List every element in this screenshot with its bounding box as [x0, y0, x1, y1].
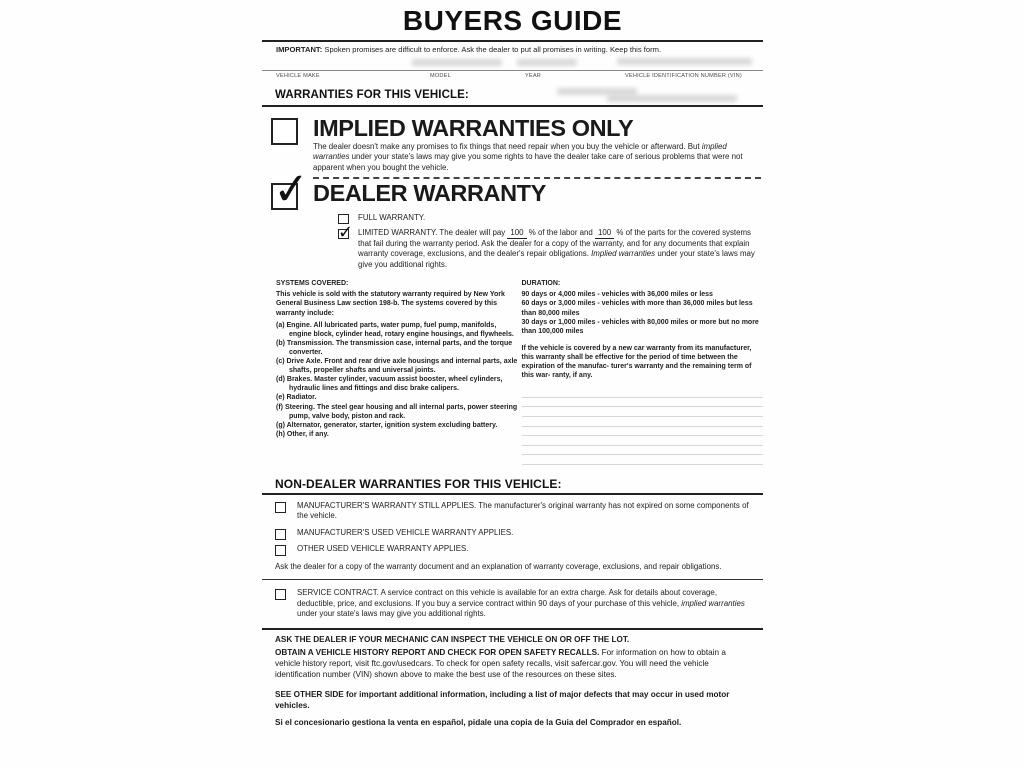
important-text: Spoken promises are difficult to enforce. Ask the dealer to put all promises in writing. Keep this form. — [322, 45, 662, 54]
limited-warranty-option — [313, 221, 763, 271]
labor-percent-field[interactable]: 100 — [507, 228, 526, 239]
other-used-warranty-label: OTHER USED VEHICLE WARRANTY APPLIES. — [297, 544, 469, 554]
checkmark-icon: ✓ — [338, 221, 354, 242]
service-contract-post: under your state's laws may give you additional rights. — [297, 608, 486, 618]
limited-warranty-description — [358, 228, 763, 271]
duration-heading: DURATION: — [521, 280, 561, 288]
manufacturers-used-warranty-label: MANUFACTURER'S USED VEHICLE WARRANTY APPLIES. — [297, 527, 514, 537]
inspect-vehicle-line: ASK THE DEALER IF YOUR MECHANIC CAN INSPECT THE VEHICLE ON OR OFF THE LOT. — [275, 635, 630, 645]
manufacturers-used-warranty-option — [262, 528, 763, 538]
important-notice — [262, 42, 763, 56]
vehicle-model-label: MODEL — [430, 73, 451, 79]
vehicle-make-value-redacted[interactable] — [412, 59, 502, 66]
vehicle-make-label: VEHICLE MAKE — [276, 73, 320, 79]
service-contract-label: SERVICE CONTRACT. — [297, 588, 379, 598]
vehicle-year-label: YEAR — [525, 73, 542, 79]
implied-desc-pre: The dealer doesn't make any promises to fix things that need repair when you buy the vehicle or afterward. But — [313, 141, 702, 151]
manufacturers-used-warranty-checkbox[interactable] — [275, 529, 286, 540]
divider — [262, 105, 763, 107]
vin-value-redacted[interactable] — [617, 58, 752, 65]
system-item: (f) Steering. The steel gear housing and all internal parts, power steering pump, valve body, piston and rack. — [276, 403, 518, 420]
page-title: BUYERS GUIDE — [402, 5, 623, 36]
history-report-rest: For information on how to obtain a vehicle history report, visit ftc.gov/usedcars. To check for open safety recalls, visit safercar.gov. You will need the vehicle identification number (VIN) shown above to make the best use of the resources on these sites. — [275, 647, 726, 680]
duration-line: 60 days or 3,000 miles - vehicles with more than 36,000 miles but less than 80,000 miles — [521, 300, 753, 317]
spanish-notice-line: Si el concesionario gestiona la venta en español, pidale una copia de la Guia del Comprador en español. — [275, 718, 682, 728]
service-contract-italic: implied warranties — [681, 598, 745, 608]
system-item: (b) Transmission. The transmission case, internal parts, and the torque converter. — [276, 339, 513, 356]
limited-pay-pre: The dealer will pay — [437, 227, 508, 237]
limited-end: under your state's laws may give you additional rights. — [358, 249, 755, 269]
dealer-warranty-section — [262, 163, 763, 270]
manufacturers-warranty-option — [262, 501, 763, 522]
duration-line: 90 days or 4,000 miles - vehicles with 36,000 miles or less — [521, 291, 713, 299]
duration-line: 30 days or 1,000 miles - vehicles with 80,000 miles or more but no more than 100,000 miles — [521, 318, 759, 335]
limited-mid2: % of the parts for the covered systems that fail during the warranty period. Ask the dealer for a copy of the warranty, and for any documents that explain warranty coverage, exclusions, and the dealer's repair obligations. — [358, 227, 752, 259]
vehicle-year-value-redacted[interactable] — [517, 59, 577, 66]
full-warranty-option — [313, 213, 763, 224]
limited-italic: Implied warranties — [591, 249, 656, 259]
systems-covered-column — [276, 279, 518, 465]
limited-mid1: % of the labor and — [526, 227, 595, 237]
parts-percent-field[interactable]: 100 — [595, 228, 614, 239]
system-item: (g) Alternator, generator, starter, ignition system excluding battery. — [276, 421, 498, 429]
system-item: (a) Engine. All lubricated parts, water pump, fuel pump, manifolds, engine block, cylinder head, rotary engine housings, and flywheels. — [276, 321, 514, 338]
duration-note: If the vehicle is covered by a new car warranty from its manufacturer, this warranty shall be effective for the period of time between the expiration of the manufac- turer's warranty and the remaining term of this war- ranty, if any. — [521, 344, 752, 380]
systems-intro: This vehicle is sold with the statutory warranty required by New York General Business Law section 198-b. The systems covered by this warranty include: — [276, 291, 505, 317]
coverage-columns — [262, 279, 763, 465]
checkmark-icon: ✓ — [271, 163, 312, 216]
dealer-warranty-checkbox[interactable] — [271, 163, 312, 216]
service-contract-description — [297, 588, 757, 619]
service-contract-option — [262, 588, 763, 619]
service-contract-pre: A service contract on this vehicle is available for an extra charge. Ask for details about coverage, deductible, price, and exclusions. If you buy a service contract within 90 days of your purchase of this vehicle, — [297, 588, 718, 608]
limited-warranty-label: LIMITED WARRANTY. — [358, 227, 438, 237]
implied-desc-post: under your state's laws may give you some rights to have the dealer take care of serious problems that were not apparent when you bought the vehicle. — [313, 152, 743, 172]
divider — [262, 493, 763, 495]
implied-desc-italic: implied warranties — [313, 141, 727, 162]
dashed-divider — [313, 177, 761, 179]
implied-warranties-checkbox[interactable] — [271, 118, 298, 145]
other-used-warranty-checkbox[interactable] — [275, 545, 286, 556]
implied-warranties-section — [262, 116, 763, 173]
warranties-heading-row — [262, 82, 763, 105]
system-item: (d) Brakes. Master cylinder, vacuum assist booster, wheel cylinders, hydraulic lines and fittings and disc brake calipers. — [276, 376, 503, 393]
service-contract-checkbox[interactable] — [275, 589, 286, 600]
vehicle-values-row — [262, 56, 763, 70]
see-other-side-line: SEE OTHER SIDE for important additional information, including a list of major defects that may occur in used motor vehicles. — [275, 689, 730, 710]
dealer-warranty-heading: DEALER WARRANTY — [313, 179, 546, 206]
divider — [262, 579, 763, 580]
history-report-paragraph — [262, 647, 744, 681]
redacted-text — [607, 95, 737, 102]
implied-warranties-heading: IMPLIED WARRANTIES ONLY — [313, 115, 634, 141]
divider — [262, 628, 763, 630]
duration-column — [522, 279, 764, 465]
implied-warranties-description — [313, 142, 763, 173]
system-item: (h) Other, if any. — [276, 430, 329, 438]
vehicle-field-labels — [262, 71, 763, 82]
buyers-guide-form — [262, 2, 763, 729]
vehicle-vin-label: VEHICLE IDENTIFICATION NUMBER (VIN) — [625, 73, 742, 79]
system-item: (e) Radiator. — [276, 394, 317, 402]
non-dealer-footer-text: Ask the dealer for a copy of the warranty document and an explanation of warranty coverage, exclusions, and repair obligations. — [275, 561, 722, 571]
limited-warranty-checkbox[interactable] — [338, 221, 354, 242]
other-used-warranty-option — [262, 544, 763, 554]
warranties-heading: WARRANTIES FOR THIS VEHICLE: — [275, 89, 469, 101]
blank-write-in-lines[interactable] — [522, 388, 764, 465]
full-warranty-label: FULL WARRANTY. — [358, 212, 426, 222]
non-dealer-warranties-heading: NON-DEALER WARRANTIES FOR THIS VEHICLE: — [275, 476, 562, 491]
manufacturers-warranty-checkbox[interactable] — [275, 502, 286, 513]
history-report-bold: OBTAIN A VEHICLE HISTORY REPORT AND CHECK FOR OPEN SAFETY RECALLS. — [275, 647, 600, 657]
redacted-text — [557, 88, 637, 95]
systems-covered-heading: SYSTEMS COVERED: — [276, 280, 349, 288]
important-label: IMPORTANT: — [276, 45, 323, 54]
manufacturers-warranty-label: MANUFACTURER'S WARRANTY STILL APPLIES. The manufacturer's original warranty has not expired on some components of the vehicle. — [297, 500, 749, 521]
system-item: (c) Drive Axle. Front and rear drive axle housings and internal parts, axle shafts, propeller shafts and universal joints. — [276, 358, 518, 375]
